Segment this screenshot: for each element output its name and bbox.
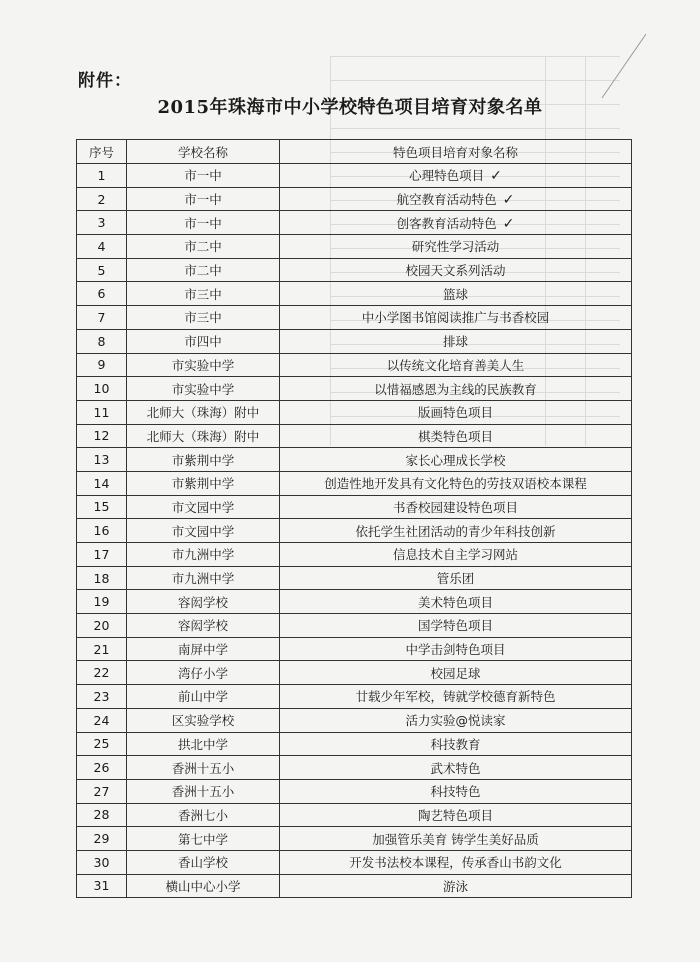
project-name-text: 中小学图书馆阅读推广与书香校园: [361, 310, 550, 326]
table-row: [77, 400, 632, 424]
project-name-cell: [280, 779, 632, 803]
project-name-text: 创造性地开发具有文化特色的劳技双语校本课程: [324, 476, 587, 492]
project-name-text: 以惜福感恩为主线的民族教育: [374, 381, 537, 397]
table-row: [77, 685, 632, 709]
table-row: [77, 661, 632, 685]
project-name-text: 心理特色项目: [409, 168, 485, 184]
row-number-cell: 2: [77, 187, 127, 211]
row-number-cell: 26: [77, 756, 127, 780]
row-number-cell: 7: [77, 306, 127, 330]
project-name-text: 排球: [442, 334, 468, 350]
school-name-cell: 拱北中学: [127, 732, 280, 756]
table-row: [77, 329, 632, 353]
row-number-cell: 31: [77, 874, 127, 898]
checkmark-icon: ✓: [502, 215, 515, 232]
project-name-cell: [280, 637, 632, 661]
project-name-cell: [280, 685, 632, 709]
project-name-text: 篮球: [442, 286, 468, 302]
project-name-cell: [280, 448, 632, 472]
school-name-cell: 北师大（珠海）附中: [127, 424, 280, 448]
project-name-cell: [280, 211, 632, 235]
row-number-cell: 27: [77, 779, 127, 803]
project-name-cell: [280, 400, 632, 424]
table-row: [77, 543, 632, 567]
project-name-cell: [280, 661, 632, 685]
column-header-project: 特色项目培育对象名称: [280, 140, 632, 164]
project-name-cell: [280, 164, 632, 188]
row-number-cell: 6: [77, 282, 127, 306]
project-name-text: 活力实验@悦读家: [405, 713, 506, 729]
project-name-text: 棋类特色项目: [417, 428, 493, 444]
table-row: [77, 590, 632, 614]
school-name-cell: 市一中: [127, 164, 280, 188]
project-name-text: 航空教育活动特色: [396, 192, 497, 208]
table-row: [77, 471, 632, 495]
row-number-cell: 21: [77, 637, 127, 661]
table-row: [77, 779, 632, 803]
school-name-cell: 香洲十五小: [127, 779, 280, 803]
school-name-cell: 市一中: [127, 187, 280, 211]
document-title: 2015年珠海市中小学校特色项目培育对象名单: [157, 97, 543, 118]
project-name-cell: [280, 471, 632, 495]
row-number-cell: 9: [77, 353, 127, 377]
project-name-cell: [280, 353, 632, 377]
table-row: [77, 448, 632, 472]
row-number-cell: 30: [77, 850, 127, 874]
checkmark-icon: ✓: [490, 168, 502, 185]
school-name-cell: 市九洲中学: [127, 566, 280, 590]
table-row: [77, 756, 632, 780]
school-name-cell: 市一中: [127, 211, 280, 235]
pencil-mark: [600, 30, 650, 100]
school-name-cell: 市三中: [127, 306, 280, 330]
project-name-cell: [280, 282, 632, 306]
row-number-cell: 28: [77, 803, 127, 827]
school-name-cell: 市九洲中学: [127, 543, 280, 567]
project-name-text: 美术特色项目: [417, 594, 493, 610]
project-name-text: 管乐团: [436, 571, 475, 587]
school-name-cell: 市三中: [127, 282, 280, 306]
project-name-cell: [280, 495, 632, 519]
project-name-cell: [280, 519, 632, 543]
project-name-text: 游泳: [442, 878, 468, 894]
table-row: [77, 708, 632, 732]
project-name-cell: [280, 827, 632, 851]
school-name-cell: 横山中心小学: [127, 874, 280, 898]
table-row: [77, 850, 632, 874]
project-name-cell: [280, 732, 632, 756]
table-row: [77, 235, 632, 259]
project-name-cell: [280, 566, 632, 590]
project-name-cell: [280, 874, 632, 898]
row-number-cell: 12: [77, 424, 127, 448]
school-name-cell: 容闳学校: [127, 590, 280, 614]
column-header-school: 学校名称: [127, 140, 280, 164]
project-name-text: 国学特色项目: [417, 618, 493, 634]
table-body: [77, 164, 632, 898]
project-name-cell: [280, 614, 632, 638]
project-name-text: 科技特色: [430, 784, 481, 800]
project-name-cell: [280, 756, 632, 780]
school-name-cell: 北师大（珠海）附中: [127, 400, 280, 424]
table-row: [77, 211, 632, 235]
project-name-cell: [280, 329, 632, 353]
project-name-cell: [280, 377, 632, 401]
project-name-text: 以传统文化培育善美人生: [386, 357, 525, 373]
row-number-cell: 23: [77, 685, 127, 709]
project-name-cell: [280, 235, 632, 259]
project-name-text: 武术特色: [430, 760, 481, 776]
row-number-cell: 20: [77, 614, 127, 638]
row-number-cell: 22: [77, 661, 127, 685]
project-name-cell: [280, 187, 632, 211]
school-name-cell: 容闳学校: [127, 614, 280, 638]
project-name-text: 依托学生社团活动的青少年科技创新: [355, 523, 556, 539]
table-row: [77, 566, 632, 590]
row-number-cell: 25: [77, 732, 127, 756]
row-number-cell: 18: [77, 566, 127, 590]
project-name-cell: [280, 850, 632, 874]
table-row: [77, 495, 632, 519]
school-name-cell: 市二中: [127, 235, 280, 259]
row-number-cell: 10: [77, 377, 127, 401]
school-name-cell: 前山中学: [127, 685, 280, 709]
project-name-text: 创客教育活动特色: [396, 215, 497, 231]
project-name-text: 版画特色项目: [417, 405, 493, 421]
school-name-cell: 第七中学: [127, 827, 280, 851]
row-number-cell: 14: [77, 471, 127, 495]
row-number-cell: 11: [77, 400, 127, 424]
project-name-cell: [280, 306, 632, 330]
project-table-container: [76, 139, 631, 898]
row-number-cell: 29: [77, 827, 127, 851]
school-name-cell: 香洲十五小: [127, 756, 280, 780]
table-row: [77, 164, 632, 188]
project-name-text: 陶艺特色项目: [417, 807, 493, 823]
project-name-text: 校园天文系列活动: [405, 263, 506, 279]
project-name-text: 家长心理成长学校: [405, 452, 506, 468]
row-number-cell: 8: [77, 329, 127, 353]
row-number-cell: 3: [77, 211, 127, 235]
project-name-cell: [280, 590, 632, 614]
row-number-cell: 16: [77, 519, 127, 543]
table-row: [77, 732, 632, 756]
row-number-cell: 5: [77, 258, 127, 282]
table-row: [77, 282, 632, 306]
project-name-text: 书香校园建设特色项目: [392, 499, 518, 515]
row-number-cell: 19: [77, 590, 127, 614]
row-number-cell: 13: [77, 448, 127, 472]
project-name-cell: [280, 543, 632, 567]
project-name-cell: [280, 424, 632, 448]
row-number-cell: 17: [77, 543, 127, 567]
school-name-cell: 市紫荆中学: [127, 471, 280, 495]
table-row: [77, 353, 632, 377]
project-name-cell: [280, 803, 632, 827]
school-name-cell: 区实验学校: [127, 708, 280, 732]
school-name-cell: 市实验中学: [127, 353, 280, 377]
school-name-cell: 南屏中学: [127, 637, 280, 661]
table-header-row: [77, 140, 632, 164]
row-number-cell: 1: [77, 164, 127, 188]
school-name-cell: 香洲七小: [127, 803, 280, 827]
school-name-cell: 湾仔小学: [127, 661, 280, 685]
project-name-cell: [280, 708, 632, 732]
school-name-cell: 香山学校: [127, 850, 280, 874]
project-name-text: 研究性学习活动: [411, 239, 500, 255]
table-row: [77, 803, 632, 827]
school-name-cell: 市文园中学: [127, 519, 280, 543]
attachment-label: 附件：: [78, 71, 132, 91]
project-name-text: 科技教育: [430, 736, 481, 752]
table-row: [77, 258, 632, 282]
table-row: [77, 827, 632, 851]
school-name-cell: 市实验中学: [127, 377, 280, 401]
table-row: [77, 306, 632, 330]
project-name-cell: [280, 258, 632, 282]
project-name-text: 信息技术自主学习网站: [392, 547, 518, 563]
school-name-cell: 市文园中学: [127, 495, 280, 519]
project-name-text: 校园足球: [430, 665, 481, 681]
table-row: [77, 519, 632, 543]
table-row: [77, 614, 632, 638]
project-name-text: 加强管乐美育 铸学生美好品质: [372, 831, 539, 847]
project-name-text: 开发书法校本课程，传承香山书韵文化: [349, 855, 562, 871]
table-row: [77, 424, 632, 448]
school-name-cell: 市紫荆中学: [127, 448, 280, 472]
project-table: [76, 139, 632, 898]
row-number-cell: 4: [77, 235, 127, 259]
table-row: [77, 187, 632, 211]
school-name-cell: 市二中: [127, 258, 280, 282]
school-name-cell: 市四中: [127, 329, 280, 353]
project-name-text: 廿载少年军校，铸就学校德育新特色: [355, 689, 556, 705]
row-number-cell: 24: [77, 708, 127, 732]
column-header-number: 序号: [77, 140, 127, 164]
project-name-text: 中学击剑特色项目: [405, 642, 506, 658]
table-row: [77, 874, 632, 898]
table-row: [77, 377, 632, 401]
row-number-cell: 15: [77, 495, 127, 519]
table-row: [77, 637, 632, 661]
checkmark-icon: ✓: [502, 192, 515, 209]
